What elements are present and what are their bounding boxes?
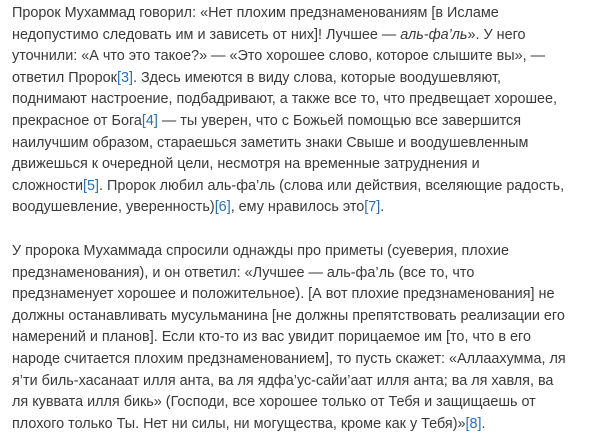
article-body (12, 3, 592, 435)
paragraph-second (12, 241, 592, 435)
text-segment: народе считается плохим предзнаменованием], то пусть скажет: «Аллаахумма, ля (12, 350, 566, 367)
text-line (12, 176, 592, 198)
text-segment: предзнаменует хорошее и положительное). [А вот плохие предзнаменования] не (12, 286, 555, 303)
text-line (12, 25, 592, 47)
text-line (12, 68, 592, 90)
text-segment: должны останавливать мусульманина [не должны препятствовать реализации его (12, 307, 565, 324)
footnote-link[interactable]: [4] (141, 112, 158, 129)
text-segment: , ему нравилось это (230, 199, 365, 216)
text-line (12, 306, 592, 328)
paragraph-spacer (12, 219, 592, 241)
text-line (12, 3, 592, 25)
text-segment: У пророка Мухаммада спросили однажды про приметы (суеверия, плохие (12, 242, 509, 259)
text-segment: . Здесь имеются в виду слова, которые воодушевляют, (132, 69, 501, 86)
text-line (12, 284, 592, 306)
text-line (12, 371, 592, 393)
text-line (12, 154, 592, 176)
text-line (12, 392, 592, 414)
text-segment: недопустимо следовать им и зависеть от них]! Лучшее — (12, 26, 401, 43)
text-line (12, 111, 592, 133)
text-segment: сложности (12, 177, 83, 194)
text-segment: я’ти биль-хасанаат илля анта, ва ля ядфа’ус-сайи’аат илля анта; ва ля хавля, ва (12, 372, 554, 389)
text-line (12, 46, 592, 68)
text-segment: Пророк Мухаммад говорил: «Нет плохим предзнаменованиям [в Исламе (12, 5, 499, 21)
text-segment: . (380, 199, 385, 216)
footnote-link[interactable]: [8] (465, 415, 482, 432)
paragraph-first (12, 3, 592, 219)
text-line (12, 133, 592, 155)
text-segment: ответил Пророк (12, 69, 117, 86)
text-segment: наилучшим образом, стараешься заметить знаки Свыше и воодушевленным (12, 134, 529, 151)
footnote-link[interactable]: [5] (83, 177, 99, 194)
text-line (12, 197, 592, 219)
text-segment: . Пророк любил аль-фа’ль (слова или действия, вселяющие радость, (99, 177, 565, 194)
text-line (12, 414, 592, 436)
text-segment: плохого только Ты. Нет ни силы, ни могущества, кроме как у Тебя)» (12, 415, 466, 432)
footnote-link[interactable]: [3] (116, 69, 133, 86)
text-line (12, 263, 592, 285)
italic-term: аль-фа’ль (400, 26, 468, 43)
footnote-link[interactable]: [7] (364, 199, 381, 216)
text-segment: — ты уверен, что с Божьей помощью все завершится (157, 112, 522, 129)
text-segment: ля куввата илля бикь» (Господи, все хорошее только от Тебя и защищаешь от (12, 394, 536, 411)
text-segment: ». У него (467, 26, 526, 43)
text-line (12, 327, 592, 349)
text-segment: предзнаменования), и он ответил: «Лучшее — аль-фа’ль (все то, что (12, 264, 475, 281)
text-segment: движешься к очередной цели, несмотря на временные затруднения и (12, 156, 480, 173)
text-segment: уточнили: «А что это такое?» — «Это хорошее слово, которое слышите вы», — (12, 48, 546, 65)
text-segment: прекрасное от Бога (12, 112, 142, 129)
text-segment: поднимают настроение, подбадривают, а также все то, что предвещает хорошее, (12, 91, 558, 108)
text-segment: намерений и планов]. Если кто-то из вас увидит порицаемое им [то, что в его (12, 329, 531, 346)
text-line (12, 241, 592, 263)
text-segment: . (481, 415, 486, 432)
text-segment: воодушевление, уверенность) (12, 199, 215, 216)
footnote-link[interactable]: [6] (214, 199, 231, 216)
text-line (12, 89, 592, 111)
text-line (12, 349, 592, 371)
